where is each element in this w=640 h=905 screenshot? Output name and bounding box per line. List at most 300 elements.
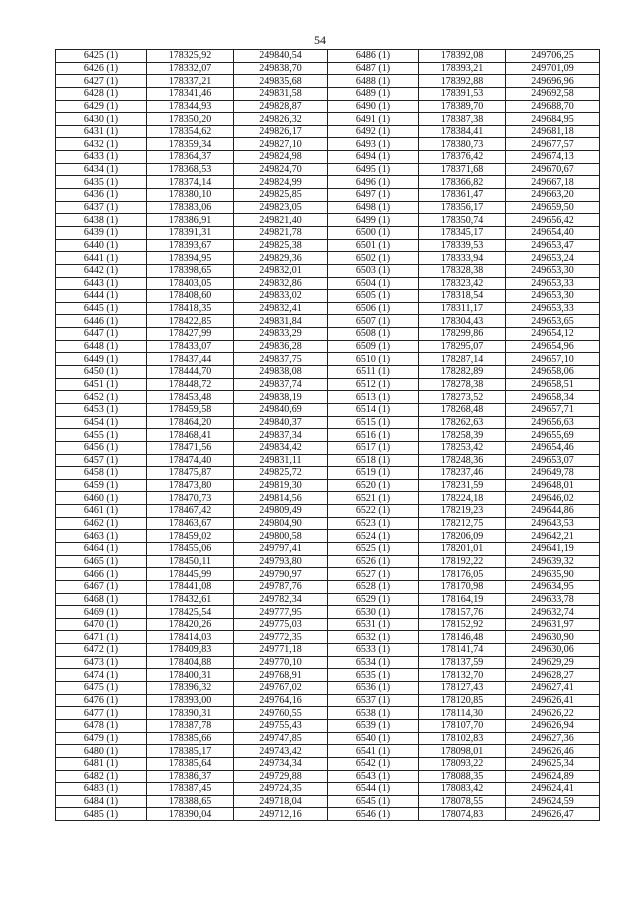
x-coord-left-cell: 178393,00 (147, 694, 234, 707)
point-id-right-cell: 6490 (1) (328, 100, 419, 113)
point-id-left-cell: 6470 (1) (56, 618, 147, 631)
point-id-right-cell: 6502 (1) (328, 252, 419, 265)
point-id-right-cell: 6520 (1) (328, 479, 419, 492)
x-coord-right-cell: 178392,88 (419, 75, 506, 88)
point-id-right-cell: 6487 (1) (328, 62, 419, 75)
y-coord-left-cell: 249797,41 (234, 542, 328, 555)
x-coord-right-cell: 178078,55 (419, 795, 506, 808)
point-id-right-cell: 6541 (1) (328, 745, 419, 758)
point-id-right-cell: 6511 (1) (328, 366, 419, 379)
x-coord-left-cell: 178396,32 (147, 682, 234, 695)
point-id-left-cell: 6474 (1) (56, 669, 147, 682)
y-coord-left-cell: 249790,97 (234, 568, 328, 581)
y-coord-right-cell: 249692,58 (506, 87, 600, 100)
y-coord-left-cell: 249829,36 (234, 252, 328, 265)
y-coord-right-cell: 249654,46 (506, 441, 600, 454)
table-row (56, 50, 600, 63)
point-id-left-cell: 6450 (1) (56, 366, 147, 379)
x-coord-right-cell: 178376,42 (419, 151, 506, 164)
x-coord-right-cell: 178333,94 (419, 252, 506, 265)
table-row (56, 618, 600, 631)
table-row (56, 745, 600, 758)
point-id-left-cell: 6431 (1) (56, 125, 147, 138)
point-id-right-cell: 6533 (1) (328, 644, 419, 657)
y-coord-right-cell: 249658,06 (506, 366, 600, 379)
y-coord-right-cell: 249627,36 (506, 732, 600, 745)
x-coord-left-cell: 178400,31 (147, 669, 234, 682)
x-coord-right-cell: 178350,74 (419, 214, 506, 227)
point-id-right-cell: 6506 (1) (328, 302, 419, 315)
table-row (56, 568, 600, 581)
y-coord-right-cell: 249653,24 (506, 252, 600, 265)
point-id-right-cell: 6488 (1) (328, 75, 419, 88)
x-coord-right-cell: 178176,05 (419, 568, 506, 581)
y-coord-left-cell: 249804,90 (234, 517, 328, 530)
point-id-left-cell: 6463 (1) (56, 530, 147, 543)
x-coord-right-cell: 178132,70 (419, 669, 506, 682)
y-coord-left-cell: 249840,37 (234, 416, 328, 429)
point-id-right-cell: 6537 (1) (328, 694, 419, 707)
x-coord-right-cell: 178295,07 (419, 340, 506, 353)
y-coord-left-cell: 249814,56 (234, 492, 328, 505)
x-coord-right-cell: 178393,21 (419, 62, 506, 75)
x-coord-right-cell: 178093,22 (419, 757, 506, 770)
point-id-right-cell: 6516 (1) (328, 429, 419, 442)
y-coord-left-cell: 249787,76 (234, 580, 328, 593)
table-row (56, 62, 600, 75)
x-coord-left-cell: 178475,87 (147, 467, 234, 480)
table-row (56, 441, 600, 454)
point-id-right-cell: 6530 (1) (328, 606, 419, 619)
x-coord-left-cell: 178337,21 (147, 75, 234, 88)
y-coord-left-cell: 249838,19 (234, 391, 328, 404)
y-coord-right-cell: 249684,95 (506, 113, 600, 126)
x-coord-right-cell: 178299,86 (419, 328, 506, 341)
point-id-right-cell: 6486 (1) (328, 50, 419, 63)
x-coord-left-cell: 178414,03 (147, 631, 234, 644)
y-coord-right-cell: 249663,20 (506, 189, 600, 202)
x-coord-right-cell: 178384,41 (419, 125, 506, 138)
table-row (56, 783, 600, 796)
point-id-right-cell: 6497 (1) (328, 189, 419, 202)
y-coord-right-cell: 249639,32 (506, 555, 600, 568)
point-id-right-cell: 6492 (1) (328, 125, 419, 138)
x-coord-right-cell: 178192,22 (419, 555, 506, 568)
table-row (56, 429, 600, 442)
table-row (56, 151, 600, 164)
y-coord-right-cell: 249670,67 (506, 163, 600, 176)
y-coord-right-cell: 249626,46 (506, 745, 600, 758)
x-coord-left-cell: 178433,07 (147, 340, 234, 353)
x-coord-left-cell: 178383,06 (147, 201, 234, 214)
point-id-left-cell: 6471 (1) (56, 631, 147, 644)
coordinates-table (55, 49, 600, 821)
y-coord-right-cell: 249649,78 (506, 467, 600, 480)
coordinates-table-body (56, 50, 600, 821)
y-coord-left-cell: 249828,87 (234, 100, 328, 113)
table-row (56, 492, 600, 505)
y-coord-right-cell: 249653,30 (506, 290, 600, 303)
point-id-right-cell: 6527 (1) (328, 568, 419, 581)
y-coord-left-cell: 249831,11 (234, 454, 328, 467)
y-coord-right-cell: 249653,07 (506, 454, 600, 467)
x-coord-right-cell: 178318,54 (419, 290, 506, 303)
point-id-left-cell: 6479 (1) (56, 732, 147, 745)
y-coord-right-cell: 249688,70 (506, 100, 600, 113)
x-coord-left-cell: 178394,95 (147, 252, 234, 265)
y-coord-right-cell: 249677,57 (506, 138, 600, 151)
point-id-left-cell: 6477 (1) (56, 707, 147, 720)
y-coord-left-cell: 249833,29 (234, 328, 328, 341)
y-coord-left-cell: 249729,88 (234, 770, 328, 783)
y-coord-left-cell: 249837,34 (234, 429, 328, 442)
point-id-left-cell: 6430 (1) (56, 113, 147, 126)
point-id-right-cell: 6493 (1) (328, 138, 419, 151)
point-id-right-cell: 6507 (1) (328, 315, 419, 328)
table-row (56, 391, 600, 404)
y-coord-left-cell: 249834,42 (234, 441, 328, 454)
point-id-left-cell: 6452 (1) (56, 391, 147, 404)
x-coord-left-cell: 178385,64 (147, 757, 234, 770)
x-coord-left-cell: 178473,80 (147, 479, 234, 492)
x-coord-left-cell: 178471,56 (147, 441, 234, 454)
table-row (56, 580, 600, 593)
y-coord-left-cell: 249782,34 (234, 593, 328, 606)
y-coord-left-cell: 249825,72 (234, 467, 328, 480)
x-coord-left-cell: 178388,65 (147, 795, 234, 808)
y-coord-left-cell: 249826,32 (234, 113, 328, 126)
y-coord-left-cell: 249734,34 (234, 757, 328, 770)
x-coord-left-cell: 178448,72 (147, 378, 234, 391)
point-id-right-cell: 6517 (1) (328, 441, 419, 454)
point-id-right-cell: 6505 (1) (328, 290, 419, 303)
y-coord-left-cell: 249823,05 (234, 201, 328, 214)
y-coord-left-cell: 249832,86 (234, 277, 328, 290)
point-id-right-cell: 6500 (1) (328, 226, 419, 239)
table-row (56, 113, 600, 126)
y-coord-right-cell: 249657,71 (506, 403, 600, 416)
point-id-right-cell: 6526 (1) (328, 555, 419, 568)
y-coord-right-cell: 249626,22 (506, 707, 600, 720)
point-id-right-cell: 6521 (1) (328, 492, 419, 505)
y-coord-left-cell: 249826,17 (234, 125, 328, 138)
point-id-right-cell: 6546 (1) (328, 808, 419, 821)
table-row (56, 454, 600, 467)
y-coord-right-cell: 249634,95 (506, 580, 600, 593)
y-coord-left-cell: 249712,16 (234, 808, 328, 821)
x-coord-right-cell: 178152,92 (419, 618, 506, 631)
y-coord-right-cell: 249627,41 (506, 682, 600, 695)
point-id-left-cell: 6454 (1) (56, 416, 147, 429)
table-row (56, 264, 600, 277)
table-row (56, 757, 600, 770)
table-row (56, 656, 600, 669)
y-coord-left-cell: 249837,75 (234, 353, 328, 366)
y-coord-right-cell: 249653,33 (506, 277, 600, 290)
y-coord-right-cell: 249631,97 (506, 618, 600, 631)
point-id-left-cell: 6445 (1) (56, 302, 147, 315)
point-id-right-cell: 6522 (1) (328, 505, 419, 518)
x-coord-right-cell: 178224,18 (419, 492, 506, 505)
x-coord-right-cell: 178201,01 (419, 542, 506, 555)
y-coord-right-cell: 249681,18 (506, 125, 600, 138)
y-coord-right-cell: 249646,02 (506, 492, 600, 505)
y-coord-left-cell: 249775,03 (234, 618, 328, 631)
table-row (56, 808, 600, 821)
point-id-right-cell: 6523 (1) (328, 517, 419, 530)
point-id-right-cell: 6528 (1) (328, 580, 419, 593)
x-coord-right-cell: 178127,43 (419, 682, 506, 695)
y-coord-left-cell: 249809,49 (234, 505, 328, 518)
y-coord-left-cell: 249800,58 (234, 530, 328, 543)
x-coord-right-cell: 178137,59 (419, 656, 506, 669)
y-coord-left-cell: 249837,74 (234, 378, 328, 391)
point-id-right-cell: 6510 (1) (328, 353, 419, 366)
table-row (56, 214, 600, 227)
y-coord-right-cell: 249655,69 (506, 429, 600, 442)
table-row (56, 87, 600, 100)
point-id-left-cell: 6480 (1) (56, 745, 147, 758)
point-id-left-cell: 6444 (1) (56, 290, 147, 303)
x-coord-left-cell: 178350,20 (147, 113, 234, 126)
table-row (56, 707, 600, 720)
x-coord-right-cell: 178391,53 (419, 87, 506, 100)
point-id-right-cell: 6525 (1) (328, 542, 419, 555)
y-coord-right-cell: 249659,50 (506, 201, 600, 214)
point-id-left-cell: 6457 (1) (56, 454, 147, 467)
y-coord-right-cell: 249625,34 (506, 757, 600, 770)
point-id-left-cell: 6428 (1) (56, 87, 147, 100)
table-row (56, 644, 600, 657)
point-id-right-cell: 6496 (1) (328, 176, 419, 189)
point-id-left-cell: 6458 (1) (56, 467, 147, 480)
x-coord-right-cell: 178237,46 (419, 467, 506, 480)
x-coord-left-cell: 178393,67 (147, 239, 234, 252)
point-id-right-cell: 6514 (1) (328, 403, 419, 416)
y-coord-right-cell: 249656,63 (506, 416, 600, 429)
point-id-right-cell: 6504 (1) (328, 277, 419, 290)
table-row (56, 302, 600, 315)
x-coord-left-cell: 178427,99 (147, 328, 234, 341)
y-coord-right-cell: 249667,18 (506, 176, 600, 189)
point-id-right-cell: 6532 (1) (328, 631, 419, 644)
point-id-left-cell: 6451 (1) (56, 378, 147, 391)
x-coord-left-cell: 178441,08 (147, 580, 234, 593)
x-coord-right-cell: 178311,17 (419, 302, 506, 315)
point-id-left-cell: 6427 (1) (56, 75, 147, 88)
table-row (56, 732, 600, 745)
table-row (56, 555, 600, 568)
y-coord-left-cell: 249825,85 (234, 189, 328, 202)
point-id-left-cell: 6475 (1) (56, 682, 147, 695)
x-coord-left-cell: 178398,65 (147, 264, 234, 277)
point-id-left-cell: 6460 (1) (56, 492, 147, 505)
x-coord-left-cell: 178408,60 (147, 290, 234, 303)
y-coord-left-cell: 249819,30 (234, 479, 328, 492)
table-row (56, 226, 600, 239)
x-coord-left-cell: 178420,26 (147, 618, 234, 631)
point-id-left-cell: 6472 (1) (56, 644, 147, 657)
x-coord-left-cell: 178422,85 (147, 315, 234, 328)
table-row (56, 277, 600, 290)
point-id-right-cell: 6512 (1) (328, 378, 419, 391)
y-coord-right-cell: 249658,51 (506, 378, 600, 391)
x-coord-right-cell: 178389,70 (419, 100, 506, 113)
y-coord-left-cell: 249824,98 (234, 151, 328, 164)
y-coord-left-cell: 249835,68 (234, 75, 328, 88)
table-row (56, 682, 600, 695)
x-coord-right-cell: 178323,42 (419, 277, 506, 290)
y-coord-left-cell: 249832,41 (234, 302, 328, 315)
table-row (56, 340, 600, 353)
y-coord-left-cell: 249793,80 (234, 555, 328, 568)
y-coord-left-cell: 249764,16 (234, 694, 328, 707)
x-coord-left-cell: 178385,66 (147, 732, 234, 745)
point-id-right-cell: 6499 (1) (328, 214, 419, 227)
table-row (56, 239, 600, 252)
x-coord-left-cell: 178425,54 (147, 606, 234, 619)
x-coord-left-cell: 178444,70 (147, 366, 234, 379)
x-coord-left-cell: 178455,06 (147, 542, 234, 555)
point-id-right-cell: 6539 (1) (328, 719, 419, 732)
table-row (56, 479, 600, 492)
x-coord-right-cell: 178339,53 (419, 239, 506, 252)
y-coord-left-cell: 249755,43 (234, 719, 328, 732)
y-coord-right-cell: 249626,41 (506, 694, 600, 707)
table-row (56, 189, 600, 202)
y-coord-right-cell: 249629,29 (506, 656, 600, 669)
y-coord-left-cell: 249831,84 (234, 315, 328, 328)
x-coord-left-cell: 178463,67 (147, 517, 234, 530)
x-coord-right-cell: 178164,19 (419, 593, 506, 606)
x-coord-left-cell: 178390,04 (147, 808, 234, 821)
y-coord-left-cell: 249777,95 (234, 606, 328, 619)
y-coord-right-cell: 249654,12 (506, 328, 600, 341)
point-id-left-cell: 6481 (1) (56, 757, 147, 770)
point-id-left-cell: 6434 (1) (56, 163, 147, 176)
point-id-left-cell: 6453 (1) (56, 403, 147, 416)
x-coord-right-cell: 178088,35 (419, 770, 506, 783)
y-coord-right-cell: 249653,65 (506, 315, 600, 328)
x-coord-right-cell: 178282,89 (419, 366, 506, 379)
x-coord-right-cell: 178120,85 (419, 694, 506, 707)
table-row (56, 719, 600, 732)
x-coord-right-cell: 178219,23 (419, 505, 506, 518)
y-coord-left-cell: 249718,04 (234, 795, 328, 808)
point-id-right-cell: 6540 (1) (328, 732, 419, 745)
table-row (56, 593, 600, 606)
x-coord-right-cell: 178157,76 (419, 606, 506, 619)
point-id-right-cell: 6503 (1) (328, 264, 419, 277)
x-coord-right-cell: 178371,68 (419, 163, 506, 176)
point-id-right-cell: 6538 (1) (328, 707, 419, 720)
table-row (56, 467, 600, 480)
table-row (56, 328, 600, 341)
y-coord-right-cell: 249626,47 (506, 808, 600, 821)
x-coord-right-cell: 178102,83 (419, 732, 506, 745)
y-coord-right-cell: 249643,53 (506, 517, 600, 530)
table-row (56, 416, 600, 429)
x-coord-left-cell: 178385,17 (147, 745, 234, 758)
x-coord-right-cell: 178141,74 (419, 644, 506, 657)
point-id-left-cell: 6442 (1) (56, 264, 147, 277)
point-id-left-cell: 6456 (1) (56, 441, 147, 454)
point-id-left-cell: 6440 (1) (56, 239, 147, 252)
table-row (56, 290, 600, 303)
point-id-left-cell: 6484 (1) (56, 795, 147, 808)
table-row (56, 252, 600, 265)
point-id-left-cell: 6425 (1) (56, 50, 147, 63)
table-row (56, 366, 600, 379)
x-coord-left-cell: 178404,88 (147, 656, 234, 669)
x-coord-right-cell: 178146,48 (419, 631, 506, 644)
y-coord-right-cell: 249696,96 (506, 75, 600, 88)
point-id-left-cell: 6439 (1) (56, 226, 147, 239)
table-row (56, 75, 600, 88)
x-coord-left-cell: 178468,41 (147, 429, 234, 442)
x-coord-left-cell: 178332,07 (147, 62, 234, 75)
y-coord-left-cell: 249836,28 (234, 340, 328, 353)
x-coord-left-cell: 178374,14 (147, 176, 234, 189)
x-coord-left-cell: 178344,93 (147, 100, 234, 113)
x-coord-right-cell: 178366,82 (419, 176, 506, 189)
x-coord-left-cell: 178403,05 (147, 277, 234, 290)
point-id-left-cell: 6441 (1) (56, 252, 147, 265)
x-coord-right-cell: 178098,01 (419, 745, 506, 758)
y-coord-right-cell: 249658,34 (506, 391, 600, 404)
table-row (56, 378, 600, 391)
point-id-left-cell: 6438 (1) (56, 214, 147, 227)
x-coord-right-cell: 178287,14 (419, 353, 506, 366)
x-coord-right-cell: 178074,83 (419, 808, 506, 821)
point-id-right-cell: 6544 (1) (328, 783, 419, 796)
y-coord-left-cell: 249770,10 (234, 656, 328, 669)
table-row (56, 353, 600, 366)
point-id-right-cell: 6543 (1) (328, 770, 419, 783)
table-row (56, 176, 600, 189)
y-coord-left-cell: 249772,35 (234, 631, 328, 644)
y-coord-right-cell: 249654,40 (506, 226, 600, 239)
point-id-left-cell: 6464 (1) (56, 542, 147, 555)
x-coord-right-cell: 178304,43 (419, 315, 506, 328)
point-id-right-cell: 6515 (1) (328, 416, 419, 429)
point-id-right-cell: 6491 (1) (328, 113, 419, 126)
y-coord-right-cell: 249648,01 (506, 479, 600, 492)
y-coord-left-cell: 249771,18 (234, 644, 328, 657)
x-coord-left-cell: 178386,37 (147, 770, 234, 783)
table-row (56, 125, 600, 138)
y-coord-left-cell: 249838,70 (234, 62, 328, 75)
x-coord-left-cell: 178445,99 (147, 568, 234, 581)
y-coord-right-cell: 249630,90 (506, 631, 600, 644)
x-coord-left-cell: 178391,31 (147, 226, 234, 239)
x-coord-right-cell: 178212,75 (419, 517, 506, 530)
y-coord-right-cell: 249641,19 (506, 542, 600, 555)
y-coord-right-cell: 249653,30 (506, 264, 600, 277)
point-id-left-cell: 6435 (1) (56, 176, 147, 189)
x-coord-right-cell: 178258,39 (419, 429, 506, 442)
point-id-left-cell: 6436 (1) (56, 189, 147, 202)
x-coord-right-cell: 178206,09 (419, 530, 506, 543)
x-coord-right-cell: 178107,70 (419, 719, 506, 732)
x-coord-left-cell: 178368,53 (147, 163, 234, 176)
x-coord-right-cell: 178231,59 (419, 479, 506, 492)
x-coord-right-cell: 178278,38 (419, 378, 506, 391)
x-coord-right-cell: 178356,17 (419, 201, 506, 214)
table-row (56, 517, 600, 530)
point-id-right-cell: 6509 (1) (328, 340, 419, 353)
table-row (56, 542, 600, 555)
